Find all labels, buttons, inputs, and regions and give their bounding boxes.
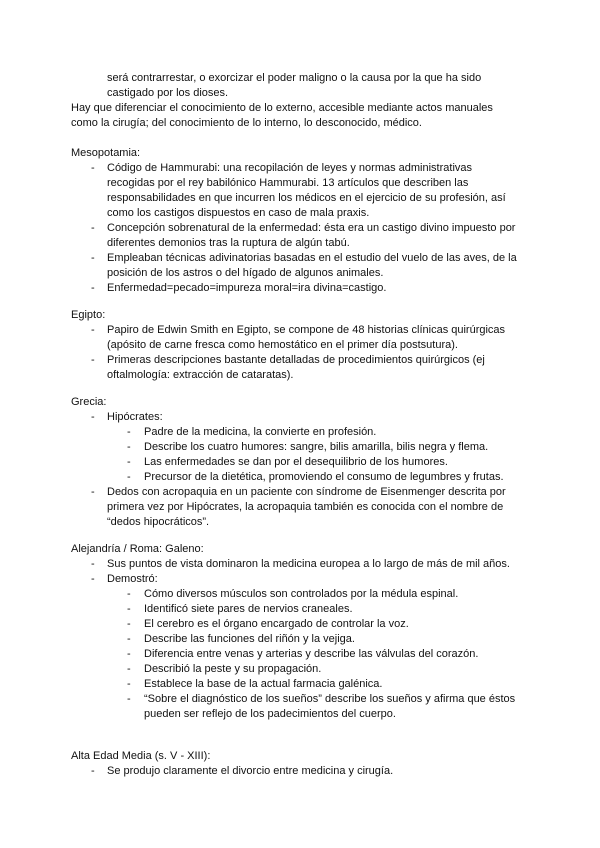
list-item-line: Enfermedad=pecado=impureza moral=ira divina=castigo.	[107, 282, 387, 294]
list-item-line: recogidas por el rey babilónico Hammurabi. 13 artículos que describen las	[107, 177, 469, 189]
list-item-line: Demostró:	[107, 573, 158, 585]
sub-bullet-dash: -	[127, 426, 131, 438]
bullet-dash: -	[91, 162, 95, 174]
bullet-dash: -	[91, 354, 95, 366]
sub-list-item: pueden ser reflejo de los padecimientos del cuerpo.	[144, 708, 396, 720]
section-heading-mesopotamia: Mesopotamia:	[71, 147, 141, 159]
list-item-line: Sus puntos de vista dominaron la medicina europea a lo largo de más de mil años.	[107, 558, 510, 570]
list-item-line: oftalmología: extracción de cataratas).	[107, 369, 294, 381]
list-item-line: Dedos con acropaquia en un paciente con síndrome de Eisenmenger descrita por	[107, 486, 506, 498]
list-item-line: Papiro de Edwin Smith en Egipto, se compone de 48 historias clínicas quirúrgicas	[107, 324, 506, 336]
sub-list-item: “Sobre el diagnóstico de los sueños” describe los sueños y afirma que éstos	[144, 693, 516, 705]
sub-list-item: Padre de la medicina, la convierte en profesión.	[144, 426, 377, 438]
intro-line: será contrarrestar, o exorcizar el poder maligno o la causa por la que ha sido	[107, 72, 482, 84]
bullet-dash: -	[91, 486, 95, 498]
list-item-line: Se produjo claramente el divorcio entre medicina y cirugía.	[107, 765, 394, 777]
bullet-dash: -	[91, 411, 95, 423]
sub-list-item: Diferencia entre venas y arterias y describe las válvulas del corazón.	[144, 648, 479, 660]
sub-list-item: Cómo diversos músculos son controlados por la médula espinal.	[144, 588, 459, 600]
sub-bullet-dash: -	[127, 588, 131, 600]
list-item-line: responsabilidades en que incurren los médicos en el ejercicio de su profesión, así	[107, 192, 506, 204]
list-item-line: Concepción sobrenatural de la enfermedad: ésta era un castigo divino impuesto por	[107, 222, 516, 234]
sub-list-item: Identificó siete pares de nervios craneales.	[144, 603, 353, 615]
bullet-dash: -	[91, 573, 95, 585]
sub-list-item: Las enfermedades se dan por el desequilibrio de los humores.	[144, 456, 448, 468]
sub-bullet-dash: -	[127, 603, 131, 615]
section-heading-egipto: Egipto:	[71, 309, 106, 321]
sub-list-item: Describe las funciones del riñón y la vejiga.	[144, 633, 355, 645]
sub-bullet-dash: -	[127, 441, 131, 453]
list-item-line: “dedos hipocráticos”.	[107, 516, 210, 528]
sub-bullet-dash: -	[127, 456, 131, 468]
sub-list-item: Describió la peste y su propagación.	[144, 663, 322, 675]
sub-bullet-dash: -	[127, 633, 131, 645]
sub-bullet-dash: -	[127, 648, 131, 660]
sub-list-item: Describe los cuatro humores: sangre, bilis amarilla, bilis negra y flema.	[144, 441, 489, 453]
sub-bullet-dash: -	[127, 693, 131, 705]
sub-bullet-dash: -	[127, 678, 131, 690]
list-item-line: primera vez por Hipócrates, la acropaquia también es conocida con el nombre de	[107, 501, 504, 513]
list-item-line: Código de Hammurabi: una recopilación de leyes y normas administrativas	[107, 162, 473, 174]
sub-bullet-dash: -	[127, 471, 131, 483]
bullet-dash: -	[91, 222, 95, 234]
section-heading-grecia: Grecia:	[71, 396, 107, 408]
intro-line: como la cirugía; del conocimiento de lo interno, lo desconocido, médico.	[71, 117, 422, 129]
sub-list-item: Precursor de la dietética, promoviendo el consumo de legumbres y frutas.	[144, 471, 504, 483]
list-item-line: como los castigos dispuestos en caso de mala praxis.	[107, 207, 370, 219]
list-item-line: (apósito de carne fresca como hemostático en el primer día postsutura).	[107, 339, 458, 351]
sub-bullet-dash: -	[127, 618, 131, 630]
bullet-dash: -	[91, 324, 95, 336]
bullet-dash: -	[91, 282, 95, 294]
list-item-line: posición de los astros o del hígado de algunos animales.	[107, 267, 384, 279]
list-item-line: diferentes demonios tras la ruptura de algún tabú.	[107, 237, 350, 249]
intro-line: castigado por los dioses.	[107, 87, 229, 99]
list-item-line: Empleaban técnicas adivinatorias basadas en el estudio del vuelo de las aves, de la	[107, 252, 517, 264]
bullet-dash: -	[91, 558, 95, 570]
list-item-line: Hipócrates:	[107, 411, 163, 423]
sub-list-item: El cerebro es el órgano encargado de controlar la voz.	[144, 618, 409, 630]
section-heading-galeno: Alejandría / Roma: Galeno:	[71, 543, 204, 555]
bullet-dash: -	[91, 252, 95, 264]
sub-bullet-dash: -	[127, 663, 131, 675]
bullet-dash: -	[91, 765, 95, 777]
section-heading-edad-media: Alta Edad Media (s. V - XIII):	[71, 750, 211, 762]
list-item-line: Primeras descripciones bastante detalladas de procedimientos quirúrgicos (ej	[107, 354, 485, 366]
sub-list-item: Establece la base de la actual farmacia galénica.	[144, 678, 383, 690]
intro-line: Hay que diferenciar el conocimiento de lo externo, accesible mediante actos manuales	[71, 102, 493, 114]
